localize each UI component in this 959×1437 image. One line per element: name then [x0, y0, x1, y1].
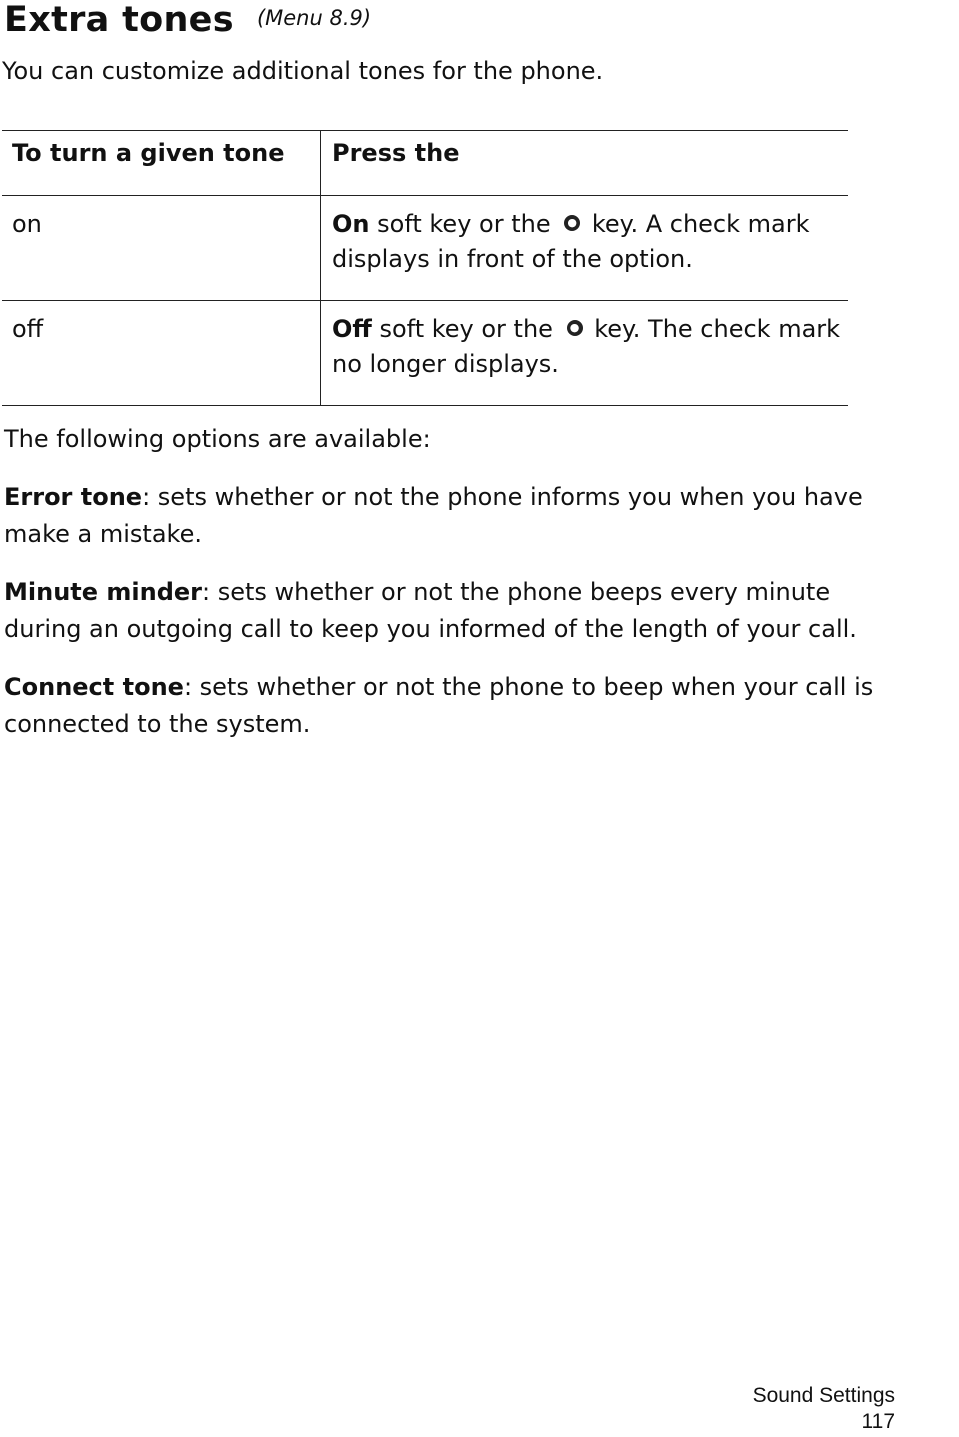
heading — [4, 0, 371, 40]
table-header-row — [2, 131, 848, 196]
ok-key-icon: ● — [564, 215, 580, 231]
options-section — [4, 421, 904, 764]
on-soft-key-label: On — [332, 210, 370, 238]
row-state-on: on — [2, 196, 321, 301]
row-text-before-icon: soft key or the — [369, 210, 559, 238]
page-number: 117 — [861, 1410, 895, 1433]
option-description: : sets whether or not the phone to beep when your call is connected to the system. — [4, 673, 874, 738]
option-description: : sets whether or not the phone informs you when you have make a mistake. — [4, 483, 863, 548]
row-text-after-icon: key. The check mark no longer displays. — [332, 315, 841, 378]
table-row — [2, 301, 848, 406]
option-name: Minute minder — [4, 578, 202, 606]
option-minute-minder — [4, 574, 904, 648]
option-connect-tone — [4, 669, 904, 743]
row-text-after-icon: key. A check mark displays in front of the option. — [332, 210, 810, 273]
option-name: Error tone — [4, 483, 143, 511]
menu-reference: (Menu 8.9) — [256, 6, 372, 30]
off-soft-key-label: Off — [332, 315, 372, 343]
header-turn-tone: To turn a given tone — [2, 131, 321, 196]
option-description: : sets whether or not the phone beeps every minute during an outgoing call to keep you informed of the length of your call. — [4, 578, 857, 643]
tone-table — [2, 130, 848, 406]
options-intro: The following options are available: — [4, 425, 431, 453]
row-action-off — [321, 301, 849, 406]
table-row — [2, 196, 848, 301]
header-press-the: Press the — [321, 131, 849, 196]
option-error-tone — [4, 479, 904, 553]
page-footer — [753, 1383, 895, 1435]
section-name: Sound Settings — [752, 1384, 895, 1407]
option-name: Connect tone — [4, 673, 184, 701]
row-state-off: off — [2, 301, 321, 406]
page-title: Extra tones — [4, 0, 234, 40]
row-text-before-icon: soft key or the — [371, 315, 561, 343]
row-action-on — [321, 196, 849, 301]
ok-key-icon: ● — [567, 320, 583, 336]
intro-text: You can customize additional tones for the phone. — [2, 57, 604, 85]
